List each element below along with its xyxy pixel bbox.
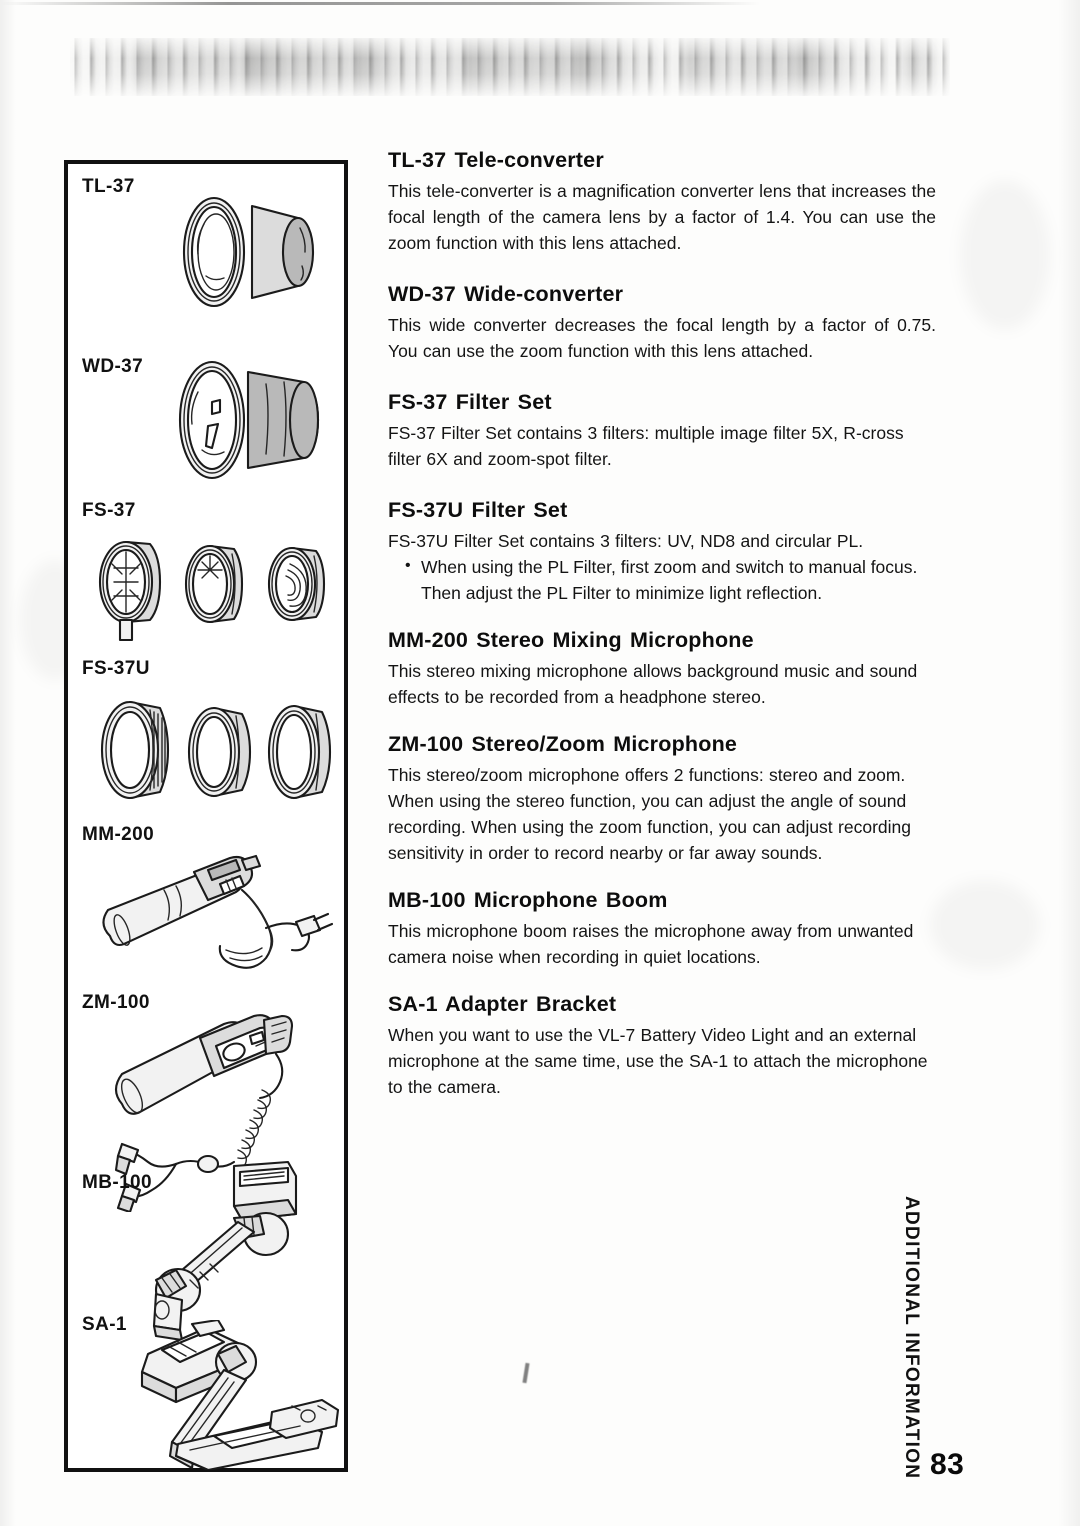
illustration-label-zm100: ZM-100 (82, 992, 150, 1013)
section-title: SA-1 Adapter Bracket (388, 992, 617, 1016)
tele-converter-lens-illustration (152, 188, 342, 318)
section-zm100 (388, 732, 936, 866)
section-title: TL-37 Tele-converter (388, 148, 604, 172)
section-tl37 (388, 148, 936, 256)
section-body: FS-37U Filter Set contains 3 filters: UV, ND8 and circular PL. (388, 531, 864, 551)
stray-ink-mark-artifact (522, 1363, 529, 1383)
spacer (388, 606, 936, 628)
section-body: This tele-converter is a magnification converter lens that increases the focal length of the camera lens by a factor of 1.4. You can use the zoom function with this lens attached. (388, 181, 936, 253)
section-body: FS-37 Filter Set contains 3 filters: multiple image filter 5X, R-cross filter 6X and zoom-spot filter. (388, 423, 904, 469)
list-item: • When using the PL Filter, first zoom and switch to manual focus. Then adjust the PL Filter to minimize light reflection. (405, 554, 936, 606)
illustration-label-fs37u: FS-37U (82, 658, 150, 679)
spacer (388, 364, 936, 390)
section-sa1 (388, 992, 936, 1100)
scan-blotch-artifact (930, 880, 1040, 970)
page-right-edge-shadow (1058, 0, 1080, 1526)
article-content (388, 148, 936, 1100)
spacer (388, 256, 936, 282)
scan-blotch-artifact (960, 180, 1050, 330)
section-body: This wide converter decreases the focal length by a factor of 0.75. You can use the zoom function with this lens attached. (388, 315, 936, 361)
spacer (388, 472, 936, 498)
section-title: FS-37 Filter Set (388, 390, 552, 414)
illustration-label-wd37: WD-37 (82, 356, 144, 377)
section-body: This stereo mixing microphone allows background music and sound effects to be recorded from a headphone stereo. (388, 661, 918, 707)
section-body: This stereo/zoom microphone offers 2 functions: stereo and zoom. When using the stereo function, you can adjust the angle of sound recording. When using the zoom function, you can adjust recording sensitivity in order to record nearby or far away sounds. (388, 765, 911, 863)
scan-hairline-artifact (0, 2, 760, 5)
section-wd37 (388, 282, 936, 364)
running-head-vertical: ADDITIONAL INFORMATION (901, 1196, 922, 1480)
section-title: FS-37U Filter Set (388, 498, 568, 522)
section-body: When you want to use the VL-7 Battery Video Light and an external microphone at the same time, use the SA-1 to attach the microphone to the camera. (388, 1025, 928, 1097)
stereo-mixing-microphone-illustration (90, 850, 340, 1000)
spacer (388, 710, 936, 732)
filter-set-three-filters-illustration (82, 532, 338, 652)
illustration-panel (64, 160, 348, 1472)
section-bullet-list (388, 554, 936, 606)
page-left-edge-shadow (0, 0, 16, 1526)
illustration-label-mm200: MM-200 (82, 824, 155, 845)
section-mm200 (388, 628, 936, 710)
scan-smudge-band-artifact (70, 38, 950, 96)
section-title: MB-100 Microphone Boom (388, 888, 668, 912)
illustration-label-mb100: MB-100 (82, 1172, 152, 1193)
section-title: ZM-100 Stereo/Zoom Microphone (388, 732, 738, 756)
wide-converter-lens-illustration (152, 350, 342, 490)
section-body: This microphone boom raises the microphone away from unwanted camera noise when recording in quiet locations. (388, 921, 914, 967)
section-fs37u (388, 498, 936, 606)
spacer (388, 866, 936, 888)
illustration-label-sa1: SA-1 (82, 1314, 127, 1335)
illustration-label-tl37: TL-37 (82, 176, 135, 197)
illustration-label-fs37: FS-37 (82, 500, 136, 521)
spacer (388, 970, 936, 992)
microphone-boom-illustration (138, 1160, 338, 1340)
adapter-bracket-illustration (122, 1320, 342, 1470)
section-mb100 (388, 888, 936, 970)
section-title: MM-200 Stereo Mixing Microphone (388, 628, 754, 652)
section-title: WD-37 Wide-converter (388, 282, 624, 306)
section-fs37 (388, 390, 936, 472)
page-number: 83 (930, 1448, 965, 1481)
filter-set-u-three-rings-illustration (82, 692, 338, 812)
